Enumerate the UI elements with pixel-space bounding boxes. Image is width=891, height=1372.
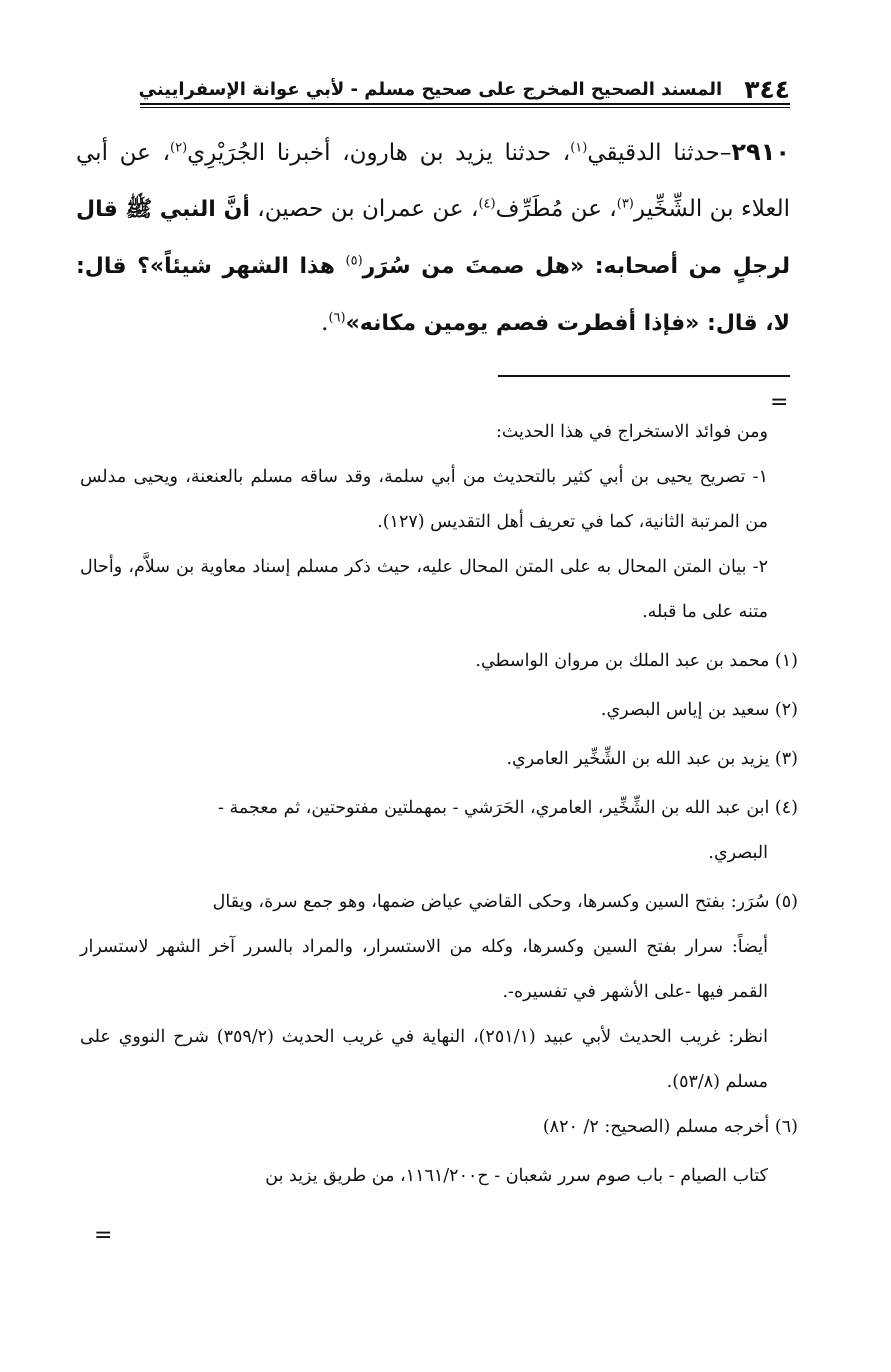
footnote-ref[interactable]: (٢) <box>170 140 188 156</box>
hadith-text <box>76 124 790 352</box>
footnote-5 <box>80 880 798 925</box>
hadith-segment: ، حدثنا يزيد بن هارون، أخبرنا الجُرَيْرِي <box>187 140 571 166</box>
footnote-3: (٣) يزيد بن عبد الله بن الشِّخِّير العامري. <box>506 749 798 769</box>
hadith-number: ٢٩١٠ <box>731 138 790 166</box>
benefit-item: ١- تصريح يحيى بن أبي كثير بالتحديث من أبي سلمة، وقد ساقه مسلم بالعنعنة، ويحيى مدلس من المرتبة الثانية، كما في تعريف أهل التقديس (١٢٧). <box>80 467 768 532</box>
continuation-mark-top: = <box>770 390 789 415</box>
page-number: ٣٤٤ <box>744 75 790 104</box>
hadith-matn: أنَّ النبي ﷺ قال لرجلٍ من أصحابه: «هل صمتَ من سُرَر <box>76 197 791 279</box>
footnote-2: (٢) سعيد بن إياس البصري. <box>600 700 798 720</box>
footnote-ref[interactable]: (١) <box>570 140 588 156</box>
footnote-5-cont: أيضاً: سرار بفتح السين وكسرها، وكله من الاستسرار، والمراد بالسرر آخر الشهر لاستسرار القمر فيها -على الأشهر في تفسيره-. <box>80 937 768 1002</box>
footnote-ref[interactable]: (٣) <box>616 196 634 212</box>
footnote-1: (١) محمد بن عبد الملك بن مروان الواسطي. <box>475 651 798 671</box>
header-rule <box>140 103 790 105</box>
benefits-intro: ومن فوائد الاستخراج في هذا الحديث: <box>495 422 768 442</box>
hadith-segment: ، عن أبي العلاء بن الشِّخِّير <box>76 140 790 222</box>
footnote-ref[interactable]: (٦) <box>328 310 346 326</box>
footnote-4 <box>80 786 798 876</box>
footnote-ref[interactable]: (٤) <box>478 196 496 212</box>
footnote-6: (٦) أخرجه مسلم (الصحيح: ٢/ ٨٢٠) <box>542 1117 798 1137</box>
hadith-matn: هذا الشهر شيئاً»؟ قال: لا، قال: «فإذا أفطرت فصم يومين مكانه» <box>76 254 790 336</box>
footnote-4-line: (٤) ابن عبد الله بن الشِّخِّير، العامري، الحَرَشي - بمهملتين مفتوحتين، ثم معجمة - <box>217 798 798 818</box>
hadith-segment: –حدثنا الدقيقي <box>587 140 732 166</box>
footnote-4-cont: البصري. <box>708 843 768 863</box>
running-title: المسند الصحيح المخرج على صحيح مسلم - لأبي عوانة الإسفراييني <box>138 79 723 100</box>
footnote-5-refs: انظر: غريب الحديث لأبي عبيد (٢٥١/١)، النهاية في غريب الحديث (٣٥٩/٢) شرح النووي على مسلم (٥٣/٨). <box>80 1027 768 1092</box>
hadith-segment: . <box>321 310 329 336</box>
footnote-6-cont: كتاب الصيام - باب صوم سرر شعبان - ح١١٦١/٢٠٠، من طريق يزيد بن <box>265 1166 768 1186</box>
footnotes <box>80 410 798 1199</box>
page-header <box>140 62 790 106</box>
benefit-item: ٢- بيان المتن المحال به على المتن المحال عليه، حيث ذكر مسلم إسناد معاوية بن سلاَّم، وأحال متنه على ما قبله. <box>80 557 768 622</box>
footnote-separator <box>498 375 790 377</box>
continuation-mark-bottom: = <box>94 1223 113 1248</box>
footnote-5-line: (٥) سُرَر: بفتح السين وكسرها، وحكى القاضي عياض ضمها، وهو جمع سرة، ويقال <box>212 892 798 912</box>
hadith-segment: ، عن عمران بن حصين، <box>249 196 479 222</box>
header-rule-thin <box>140 107 790 108</box>
footnote-ref[interactable]: (٥) <box>345 253 363 269</box>
hadith-segment: ، عن مُطَرِّف <box>495 196 617 222</box>
